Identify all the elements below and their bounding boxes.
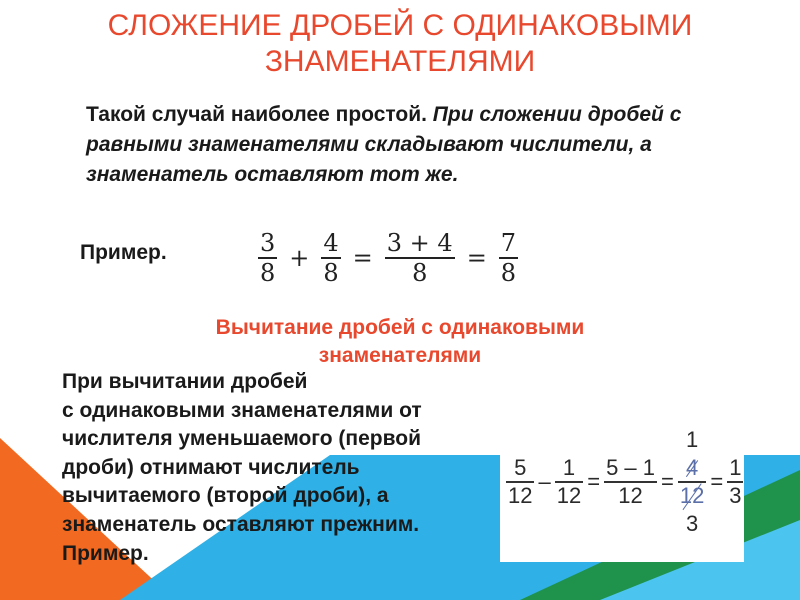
denominator: 8	[412, 259, 428, 287]
numerator: 3 + 4	[386, 229, 453, 257]
crossed-numerator: 4	[685, 455, 699, 481]
fraction-1-3	[727, 455, 743, 509]
rule-line: знаменатель оставляют прежним.	[62, 512, 420, 536]
denominator: 8	[260, 259, 276, 287]
reduced-denominator-small: 3	[685, 510, 699, 536]
fraction-7-8	[499, 229, 518, 287]
equals-sign: =	[661, 469, 674, 494]
equals-sign: =	[710, 469, 724, 494]
equals-sign: =	[466, 244, 487, 272]
fraction-4-8	[321, 229, 340, 287]
plus-sign: +	[289, 244, 310, 272]
equals-sign: =	[352, 244, 373, 272]
subtitle-line-2: знаменателями	[318, 344, 482, 367]
equals-sign: =	[587, 469, 601, 494]
denominator: 3	[729, 482, 742, 508]
example-label-2: Пример.	[62, 541, 149, 565]
fraction-3-8	[258, 229, 277, 287]
numerator: 7	[500, 229, 517, 257]
numerator: 3	[260, 229, 276, 257]
fraction-1-12	[555, 455, 583, 509]
subtraction-rule-paragraph	[62, 368, 522, 568]
rule-line: с одинаковыми знаменателями от	[62, 398, 422, 422]
subtraction-subtitle	[0, 314, 800, 370]
subtraction-formula-box	[500, 402, 744, 562]
rule-line: При вычитании дробей	[62, 370, 308, 393]
subtraction-formula	[506, 402, 743, 562]
numerator: 1	[562, 455, 576, 481]
fraction-4-12-reduced	[678, 427, 706, 537]
example-label-1: Пример.	[80, 241, 167, 264]
subtitle-line-1: Вычитание дробей с одинаковыми	[215, 316, 585, 339]
slide-title	[0, 8, 800, 80]
rule-line: вычитаемого (второй дроби), а	[62, 484, 389, 508]
rule-line: дроби) отнимают числитель	[62, 455, 360, 479]
minus-sign: –	[538, 469, 551, 494]
denominator: 12	[508, 482, 533, 508]
denominator: 8	[323, 259, 339, 287]
denominator: 8	[500, 259, 517, 287]
addition-formula	[258, 226, 518, 290]
numerator: 5	[514, 455, 527, 481]
crossed-denominator: 12	[679, 482, 705, 508]
denominator: 12	[618, 482, 643, 508]
fraction-5-12	[506, 455, 534, 509]
addition-intro: Такой случай наиболее простой.	[86, 103, 427, 126]
fraction-diff	[604, 455, 657, 509]
title-line-1: СЛОЖЕНИЕ ДРОБЕЙ С ОДИНАКОВЫМИ	[107, 9, 693, 42]
addition-rule: При сложении дробей с равными знаменателями складывают числители, а знаменатель оставляют тот же.	[86, 103, 682, 186]
numerator: 4	[323, 229, 339, 257]
title-line-2: ЗНАМЕНАТЕЛЯМИ	[264, 45, 536, 78]
denominator: 12	[556, 482, 582, 508]
reduced-numerator-small: 1	[685, 427, 699, 453]
addition-rule-paragraph	[86, 100, 726, 190]
fraction-sum	[385, 229, 455, 287]
numerator: 1	[729, 455, 742, 481]
rule-line: числителя уменьшаемого (первой	[62, 427, 421, 451]
numerator: 5 – 1	[606, 455, 656, 481]
